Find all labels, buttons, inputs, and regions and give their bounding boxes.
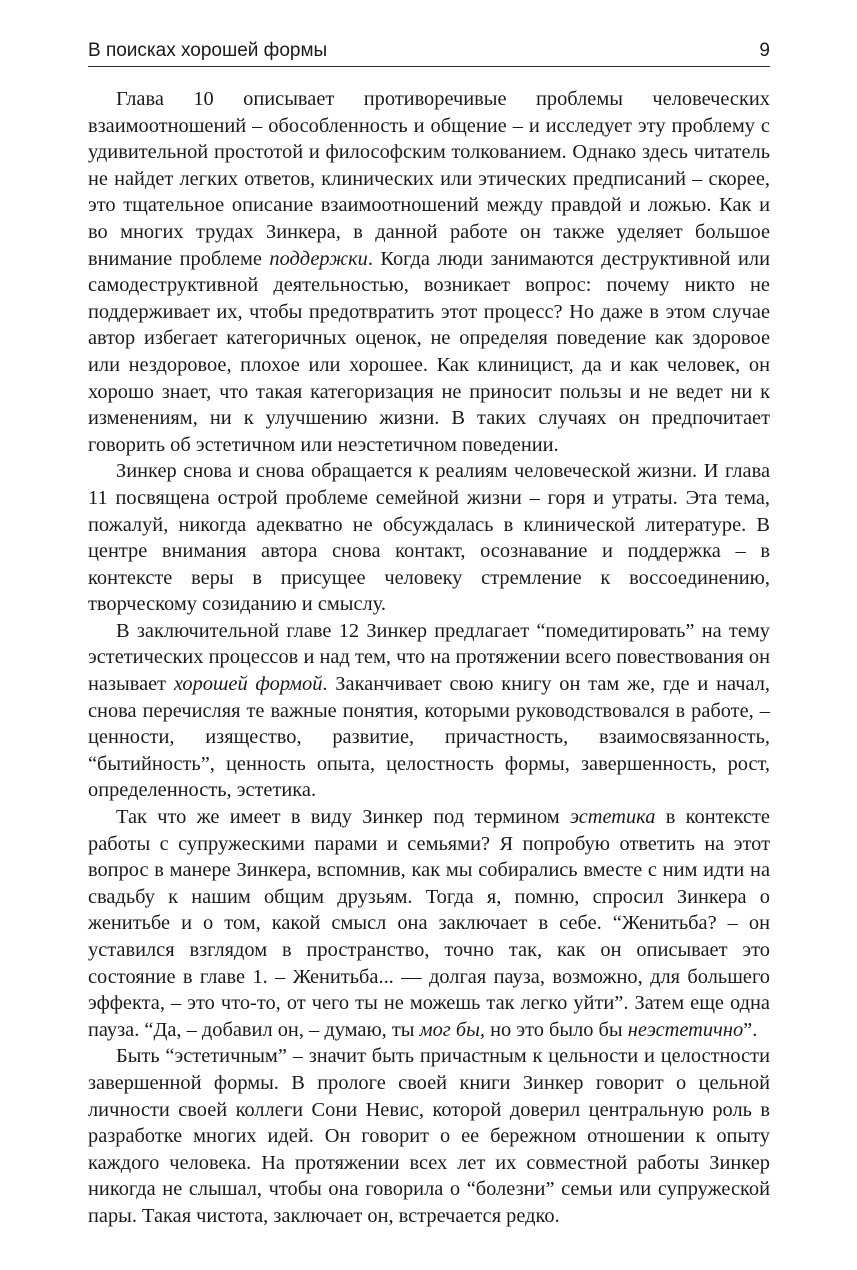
text-run: В заключительной главе 12 Зинкер предлагает “помедитировать” на тему эстетических процессов и над тем, что на протяжении всего повествования он называет xyxy=(88,619,770,696)
emphasis-text: неэстетично xyxy=(627,1018,744,1041)
page-header xyxy=(88,36,770,67)
paragraph xyxy=(88,458,770,618)
emphasis-text: мог бы, xyxy=(419,1018,486,1041)
emphasis-text: эстетика xyxy=(569,806,656,829)
text-run: . Заканчивает свою книгу он там же, где и начал, снова перечисляя те важные понятия, которыми руководствовался в работе, – ценности, изящество, развитие, причастность, взаимосвязанность, “бытийность”, ценность опыта, целостность формы, завершенность, рост, определенность, эстетика. xyxy=(88,673,770,802)
text-run: . Когда люди занимаются деструктивной или самодеструктивной деятельностью, возникает вопрос: почему никто не поддерживает их, чтобы предотвратить этот процесс? Но даже в этом случае автор избегает категоричных оценок, не определяя поведение как здоровое или нездоровое, плохое или хорошее. Как клиницист, да и как человек, он хорошо знает, что такая категоризация не приносит пользы и не ведет ни к изменениям, ни к улучшению жизни. В таких случаях он предпочитает говорить об эстетичном или неэстетичном поведении. xyxy=(88,247,771,456)
page-number: 9 xyxy=(759,40,770,61)
emphasis-text: поддержки xyxy=(269,247,368,270)
running-title: В поисках хорошей формы xyxy=(88,40,328,61)
body-text xyxy=(88,86,770,1230)
paragraph xyxy=(88,1043,770,1229)
text-run: ”. xyxy=(743,1018,758,1041)
paragraph xyxy=(88,618,770,804)
paragraph xyxy=(88,86,770,458)
text-run: Быть “эстетичным” – значит быть причастным к цельности и целостности завершенной формы. В прологе своей книги Зинкер говорит о цельной личности своей коллеги Сони Невис, которой доверил центральную роль в разработке многих идей. Он говорит о ее бережном отношении к опыту каждого человека. На протяжении всех лет их совместной работы Зинкер никогда не слышал, чтобы она говорила о “болезни” семьи или супружеской пары. Такая чистота, заключает он, встречается редко. xyxy=(88,1045,770,1227)
emphasis-text: хорошей формой xyxy=(173,673,323,696)
paragraph xyxy=(88,804,770,1043)
text-run: Так что же имеет в виду Зинкер под термином xyxy=(116,806,570,829)
text-run: в контексте работы с супружескими парами и семьями? Я попробую ответить на этот вопрос в манере Зинкера, вспомнив, как мы собирались вместе с ним идти на свадьбу к нашим общим друзьям. Тогда я, помню, спросил Зинкера о женитьбе и о том, какой смысл она заключает в себе. “Женитьба? – он уставился взглядом в пространство, точно так, как он описывает это состояние в главе 1. – Женитьба... — долгая пауза, возможно, для большего эффекта, – это что-то, от чего ты не можешь так легко уйти”. Затем еще одна пауза. “Да, – добавил он, – думаю, ты xyxy=(88,806,770,1041)
text-run: Зинкер снова и снова обращается к реалиям человеческой жизни. И глава 11 посвящена острой проблеме семейной жизни – горя и утраты. Эта тема, пожалуй, никогда адекватно не обсуждалась в клинической литературе. В центре внимания автора снова контакт, осознавание и поддержка – в контексте веры в присущее человеку стремление к воссоединению, творческому созиданию и смыслу. xyxy=(88,460,770,616)
text-run: но это было бы xyxy=(485,1018,628,1041)
text-run: Глава 10 описывает противоречивые проблемы человеческих взаимоотношений – обособленность и общение – и исследует эту проблему с удивительной простотой и философским толкованием. Однако здесь читатель не найдет легких ответов, клинических или этических предписаний – скорее, это тщательное описание взаимоотношений между правдой и ложью. Как и во многих трудах Зинкера, в данной работе он также уделяет большое внимание проблеме xyxy=(88,88,770,270)
